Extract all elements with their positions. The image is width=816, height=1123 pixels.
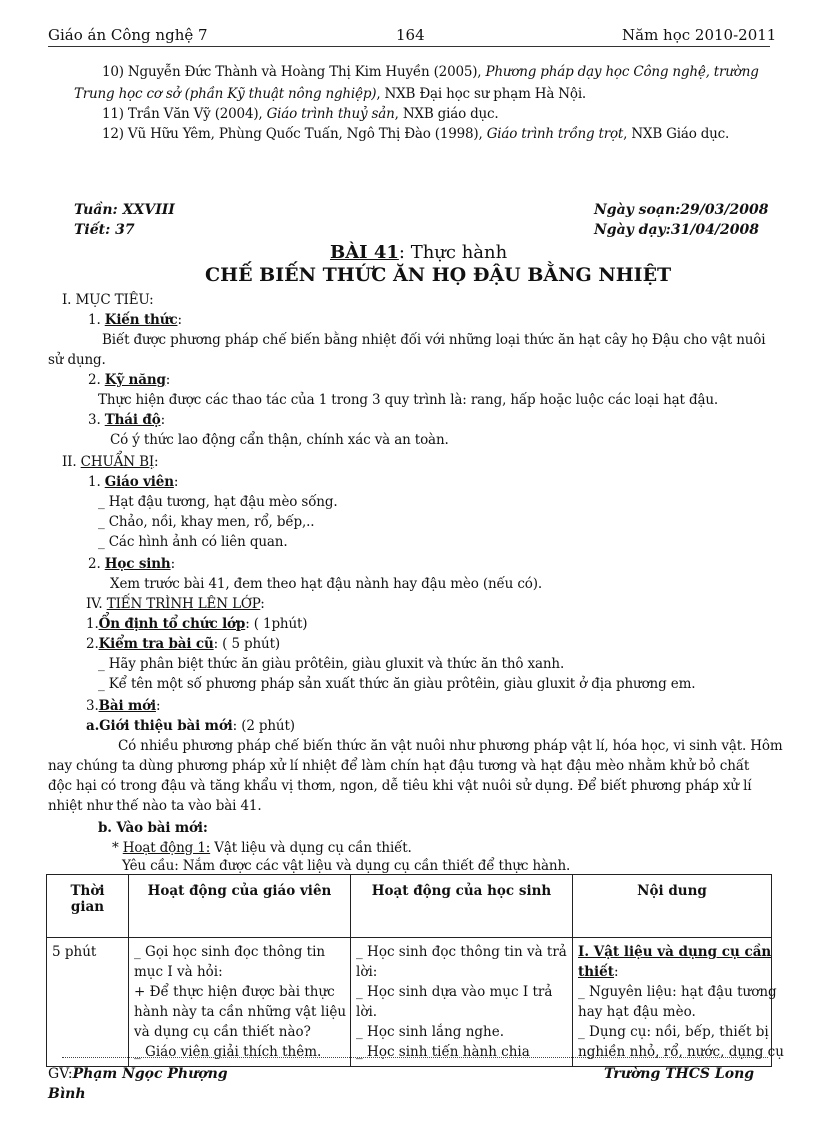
colon: :	[260, 596, 265, 612]
section-prep-title	[62, 454, 158, 470]
lesson-body-heading: b. Vào bài mới:	[98, 820, 208, 836]
lesson-plan-table	[46, 874, 784, 1067]
teacher-line: hành này ta cần những vật liệu	[134, 1004, 347, 1020]
period-label: Tiết: 37	[74, 222, 135, 238]
teacher-prefix: GV:	[48, 1066, 73, 1082]
time: : ( 5 phút)	[213, 636, 280, 652]
reference-10	[102, 64, 759, 80]
footer-teacher-cont: Bình	[48, 1086, 86, 1102]
colon: :	[154, 454, 159, 470]
teacher-line: + Để thực hiện được bài thực	[134, 984, 335, 1000]
col-header-teacher: Hoạt động của giáo viên	[129, 875, 351, 938]
intro-paragraph-line: nay chúng ta dùng phương pháp xử lí nhiệt để làm chín hạt đậu tương và hạt đậu mèo nhằm khử bỏ chất	[48, 758, 750, 774]
reference-11	[102, 106, 498, 122]
teacher-prep-item: _ Các hình ảnh có liên quan.	[98, 534, 288, 550]
label: Thái độ	[104, 412, 161, 428]
attitude-heading	[88, 412, 165, 428]
label: Bài mới	[98, 698, 156, 714]
reference-12	[102, 126, 729, 142]
class-order-heading	[86, 616, 307, 632]
label: Kỹ năng	[104, 372, 166, 388]
ref-title: Giáo trình thuỷ sản	[266, 106, 395, 122]
knowledge-text: Biết được phương pháp chế biến bằng nhiệt đối với những loại thức ăn hạt cây họ Đậu cho vật nuôi	[102, 332, 766, 348]
footer-school: Trường THCS Long	[604, 1066, 755, 1082]
text: Vật liệu và dụng cụ cần thiết.	[210, 840, 412, 856]
section-objectives-title: I. MỤC TIÊU:	[62, 292, 154, 308]
attitude-text: Có ý thức lao động cẩn thận, chính xác và an toàn.	[110, 432, 449, 448]
student-line: _ Học sinh dựa vào mục I trả	[356, 984, 553, 1000]
bullet: *	[112, 840, 123, 856]
lesson-number: BÀI 41	[330, 242, 399, 263]
label: Giáo viên	[104, 474, 174, 490]
header-right: Năm học 2010-2011	[622, 26, 777, 44]
label: Học sinh	[104, 556, 171, 572]
knowledge-text-cont: sử dụng.	[48, 352, 106, 368]
label: a.Giới thiệu bài mới	[86, 718, 233, 734]
num: 1.	[88, 474, 105, 490]
lesson-type: : Thực hành	[398, 242, 508, 263]
label: Kiểm tra bài cũ	[98, 636, 214, 652]
cell-time	[47, 938, 129, 1067]
content-heading: I. Vật liệu và dụng cụ cần	[578, 944, 772, 960]
old-lesson-question: _ Kể tên một số phương pháp sản xuất thức ăn giàu prôtêin, giàu gluxit ở địa phương em.	[98, 676, 696, 692]
ref-authors: 12) Vũ Hữu Yêm, Phùng Quốc Tuấn, Ngô Thị Đào (1998),	[102, 126, 487, 142]
prefix: IV.	[86, 596, 107, 612]
colon: :	[173, 474, 179, 490]
content-line: _ Dụng cụ: nồi, bếp, thiết bị	[578, 1024, 769, 1040]
teacher-line: _ Giáo viên giải thích thêm.	[134, 1044, 322, 1060]
ref-title-cont: Trung học cơ sở (phần Kỹ thuật nông nghiệp)	[74, 86, 377, 102]
label: TIẾN TRÌNH LÊN LỚP	[106, 596, 261, 612]
content-line: hay hạt đậu mèo.	[578, 1004, 696, 1020]
cell-content	[573, 938, 784, 1067]
table-row	[47, 938, 772, 1067]
colon: :	[177, 312, 182, 328]
teacher-prep-item: _ Chảo, nồi, khay men, rổ, bếp,..	[98, 514, 315, 530]
section-process-title	[86, 596, 265, 612]
table-header-row	[47, 875, 772, 938]
reference-10-cont	[74, 86, 586, 102]
col-header-time: Thời gian	[47, 875, 129, 938]
label: Ổn định tổ chức lớp	[98, 616, 246, 632]
ref-title: Giáo trình trồng trọt	[486, 126, 624, 142]
intro-heading	[86, 718, 295, 734]
skill-heading	[88, 372, 170, 388]
teacher-prep-item: _ Hạt đậu tương, hạt đậu mèo sống.	[98, 494, 338, 510]
content-colon: :	[614, 964, 619, 980]
num: 1.	[86, 616, 99, 632]
label: Kiến thức	[104, 312, 178, 328]
lesson-title: CHẾ BIẾN THỨC ĂN HỌ ĐẬU BẰNG NHIỆT	[205, 264, 672, 286]
time-value: 5 phút	[52, 944, 97, 960]
content-heading-cont	[578, 962, 766, 982]
col-header-student: Hoạt động của học sinh	[351, 875, 573, 938]
content-heading-word: thiết	[578, 964, 615, 980]
prefix: II.	[62, 454, 81, 470]
num: 2.	[88, 556, 105, 572]
student-line: _ Học sinh tiến hành chia	[356, 1044, 530, 1060]
prep-date: Ngày soạn:29/03/2008	[594, 202, 769, 218]
teacher-line: _ Gọi học sinh đọc thông tin	[134, 944, 326, 960]
student-prep-text: Xem trước bài 41, đem theo hạt đậu nành hay đậu mèo (nếu có).	[110, 576, 543, 592]
teacher-prep-heading	[88, 474, 178, 490]
col-header-content: Nội dung	[573, 875, 772, 938]
student-line: _ Học sinh đọc thông tin và trả	[356, 944, 567, 960]
header-rule	[48, 46, 770, 47]
content-line: _ Nguyên liệu: hạt đậu tương	[578, 984, 777, 1000]
colon: :	[170, 556, 175, 572]
teacher-name: Phạm Ngọc Phượng	[72, 1066, 228, 1082]
activity-1-requirement: Yêu cầu: Nắm được các vật liệu và dụng cụ cần thiết để thực hành.	[122, 858, 571, 874]
old-lesson-check-heading	[86, 636, 280, 652]
time: : (2 phút)	[232, 718, 295, 734]
label: CHUẨN BỊ	[80, 454, 155, 470]
num: 3.	[86, 698, 99, 714]
intro-paragraph-line: nhiệt như thế nào ta vào bài 41.	[48, 798, 262, 814]
num: 1.	[88, 312, 105, 328]
content-line: nghiền nhỏ, rổ, nước, dụng cụ	[578, 1044, 784, 1060]
ref-publisher: , NXB giáo dục.	[394, 106, 499, 122]
num: 2.	[86, 636, 99, 652]
num: 2.	[88, 372, 105, 388]
footer-rule	[62, 1057, 768, 1058]
colon: :	[165, 372, 171, 388]
cell-student	[351, 938, 573, 1067]
cell-teacher	[129, 938, 351, 1067]
footer-teacher	[48, 1066, 228, 1082]
label: Hoạt động 1:	[122, 840, 211, 856]
num: 3.	[88, 412, 105, 428]
skill-text: Thực hiện được các thao tác của 1 trong 3 quy trình là: rang, hấp hoặc luộc các loại hạt đậu.	[98, 392, 719, 408]
ref-publisher: , NXB Đại học sư phạm Hà Nội.	[376, 86, 587, 102]
lesson-heading	[330, 242, 507, 263]
student-line: _ Học sinh lắng nghe.	[356, 1024, 505, 1040]
week-label: Tuần: XXVIII	[74, 202, 175, 218]
time: : ( 1phút)	[245, 616, 308, 632]
intro-paragraph-line: độc hại có trong đậu và tăng khẩu vị thơm, ngon, dễ tiêu khi vật nuôi sử dụng. Để biết phương pháp xử lí	[48, 778, 752, 794]
student-prep-heading	[88, 556, 175, 572]
colon: :	[155, 698, 161, 714]
ref-authors: 10) Nguyễn Đức Thành và Hoàng Thị Kim Huyền (2005),	[102, 64, 486, 80]
student-line: lời:	[356, 964, 378, 980]
ref-title: Phương pháp dạy học Công nghệ, trường	[485, 64, 759, 80]
teacher-line: mục I và hỏi:	[134, 964, 223, 980]
ref-publisher: , NXB Giáo dục.	[623, 126, 730, 142]
new-lesson-heading	[86, 698, 160, 714]
knowledge-heading	[88, 312, 182, 328]
student-line: lời.	[356, 1004, 378, 1020]
old-lesson-question: _ Hãy phân biệt thức ăn giàu prôtêin, giàu gluxit và thức ăn thô xanh.	[98, 656, 565, 672]
header-left: Giáo án Công nghệ 7	[48, 26, 208, 44]
ref-authors: 11) Trần Văn Vỹ (2004),	[102, 106, 267, 122]
intro-paragraph-line: Có nhiều phương pháp chế biến thức ăn vật nuôi như phương pháp vật lí, hóa học, vi sinh vật. Hôm	[118, 738, 783, 754]
activity-1-heading	[112, 840, 412, 856]
teach-date: Ngày dạy:31/04/2008	[594, 222, 759, 238]
teacher-line: và dụng cụ cần thiết nào?	[134, 1024, 311, 1040]
colon: :	[160, 412, 165, 428]
page-number: 164	[396, 26, 425, 44]
